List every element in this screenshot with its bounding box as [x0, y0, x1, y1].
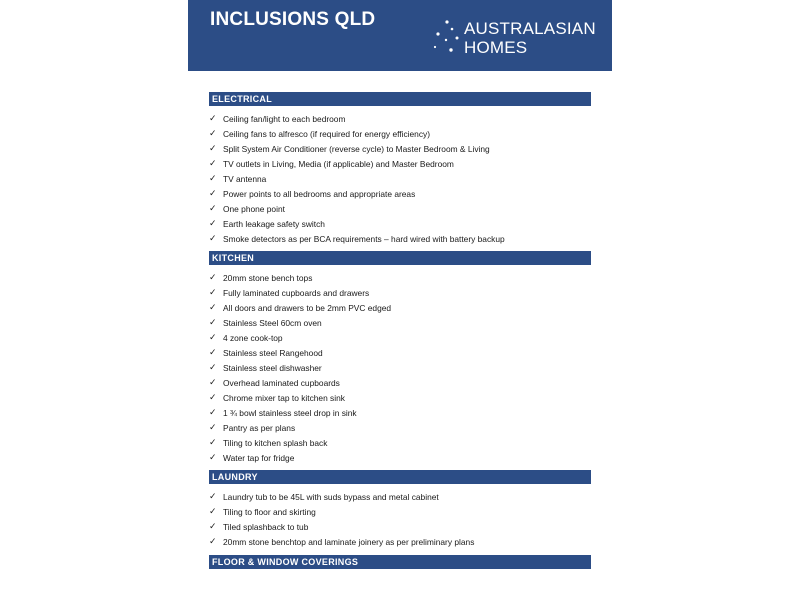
- logo-text-line2: HOMES: [464, 38, 528, 57]
- check-icon: ✓: [209, 288, 217, 298]
- list-item-text: Stainless Steel 60cm oven: [223, 318, 322, 328]
- inclusions-document: [188, 0, 612, 600]
- list-item-text: Smoke detectors as per BCA requirements – hard wired with battery backup: [223, 234, 505, 244]
- list-item-text: Laundry tub to be 45L with suds bypass and metal cabinet: [223, 492, 439, 502]
- check-icon: ✓: [209, 438, 217, 448]
- list-item-text: Fully laminated cupboards and drawers: [223, 288, 370, 298]
- check-icon: ✓: [209, 507, 217, 517]
- list-item: [209, 421, 391, 436]
- list-item-text: Split System Air Conditioner (reverse cycle) to Master Bedroom & Living: [223, 144, 490, 154]
- check-icon: ✓: [209, 303, 217, 313]
- check-icon: ✓: [209, 273, 217, 283]
- list-item-text: Water tap for fridge: [223, 453, 295, 463]
- list-item-text: Pantry as per plans: [223, 423, 296, 433]
- logo-text-line1: AUSTRALASIAN: [464, 19, 596, 38]
- list-item: [209, 316, 391, 331]
- section-title: LAUNDRY: [212, 472, 258, 482]
- list-item-text: Stainless steel Rangehood: [223, 348, 323, 358]
- list-item-text: Earth leakage safety switch: [223, 219, 325, 229]
- list-item: [209, 301, 391, 316]
- check-icon: ✓: [209, 537, 217, 547]
- list-item: [209, 505, 474, 520]
- section-header-laundry: [209, 470, 591, 484]
- list-item-text: Tiling to kitchen splash back: [223, 438, 328, 448]
- list-item: [209, 271, 391, 286]
- list-item-text: Stainless steel dishwasher: [223, 363, 322, 373]
- southern-cross-stars-icon: [430, 18, 464, 58]
- check-icon: ✓: [209, 363, 217, 373]
- header-banner: [188, 0, 612, 71]
- check-icon: ✓: [209, 159, 217, 169]
- section-title: FLOOR & WINDOW COVERINGS: [212, 557, 359, 567]
- check-icon: ✓: [209, 219, 217, 229]
- list-item: [209, 376, 391, 391]
- electrical-list: [209, 112, 505, 247]
- list-item-text: TV outlets in Living, Media (if applicable) and Master Bedroom: [223, 159, 454, 169]
- check-icon: ✓: [209, 522, 217, 532]
- list-item-text: 20mm stone benchtop and laminate joinery as per preliminary plans: [223, 537, 475, 547]
- list-item: [209, 127, 505, 142]
- section-header-kitchen: [209, 251, 591, 265]
- check-icon: ✓: [209, 114, 217, 124]
- list-item: [209, 172, 505, 187]
- list-item: [209, 286, 391, 301]
- list-item-text: Ceiling fan/light to each bedroom: [223, 114, 346, 124]
- check-icon: ✓: [209, 174, 217, 184]
- list-item-text: All doors and drawers to be 2mm PVC edged: [223, 303, 392, 313]
- list-item: [209, 361, 391, 376]
- check-icon: ✓: [209, 423, 217, 433]
- list-item: [209, 520, 474, 535]
- list-item: [209, 187, 505, 202]
- list-item: [209, 535, 474, 550]
- list-item-text: Tiling to floor and skirting: [223, 507, 316, 517]
- list-item-text: Power points to all bedrooms and appropriate areas: [223, 189, 416, 199]
- check-icon: ✓: [209, 144, 217, 154]
- kitchen-list: [209, 271, 391, 466]
- check-icon: ✓: [209, 333, 217, 343]
- list-item: [209, 157, 505, 172]
- list-item: [209, 232, 505, 247]
- list-item-text: Ceiling fans to alfresco (if required for energy efficiency): [223, 129, 430, 139]
- list-item-text: TV antenna: [223, 174, 267, 184]
- list-item: [209, 331, 391, 346]
- list-item: [209, 217, 505, 232]
- section-header-floor-window-coverings: [209, 555, 591, 569]
- list-item: [209, 451, 391, 466]
- list-item: [209, 112, 505, 127]
- list-item: [209, 490, 474, 505]
- list-item-text: One phone point: [223, 204, 285, 214]
- check-icon: ✓: [209, 129, 217, 139]
- list-item-text: Overhead laminated cupboards: [223, 378, 340, 388]
- list-item: [209, 406, 391, 421]
- list-item-text: 1 ¾ bowl stainless steel drop in sink: [223, 408, 357, 418]
- list-item-text: 20mm stone bench tops: [223, 273, 313, 283]
- list-item: [209, 346, 391, 361]
- list-item: [209, 202, 505, 217]
- check-icon: ✓: [209, 408, 217, 418]
- check-icon: ✓: [209, 492, 217, 502]
- page-title: INCLUSIONS QLD: [210, 9, 376, 30]
- company-logo: [430, 18, 600, 60]
- check-icon: ✓: [209, 189, 217, 199]
- check-icon: ✓: [209, 318, 217, 328]
- list-item: [209, 436, 391, 451]
- check-icon: ✓: [209, 204, 217, 214]
- check-icon: ✓: [209, 348, 217, 358]
- section-header-electrical: [209, 92, 591, 106]
- check-icon: ✓: [209, 378, 217, 388]
- list-item-text: 4 zone cook-top: [223, 333, 283, 343]
- list-item-text: Chrome mixer tap to kitchen sink: [223, 393, 345, 403]
- section-title: ELECTRICAL: [212, 94, 272, 104]
- check-icon: ✓: [209, 453, 217, 463]
- list-item: [209, 142, 505, 157]
- check-icon: ✓: [209, 393, 217, 403]
- list-item-text: Tiled splashback to tub: [223, 522, 309, 532]
- list-item: [209, 391, 391, 406]
- check-icon: ✓: [209, 234, 217, 244]
- section-title: KITCHEN: [212, 253, 255, 263]
- laundry-list: [209, 490, 474, 550]
